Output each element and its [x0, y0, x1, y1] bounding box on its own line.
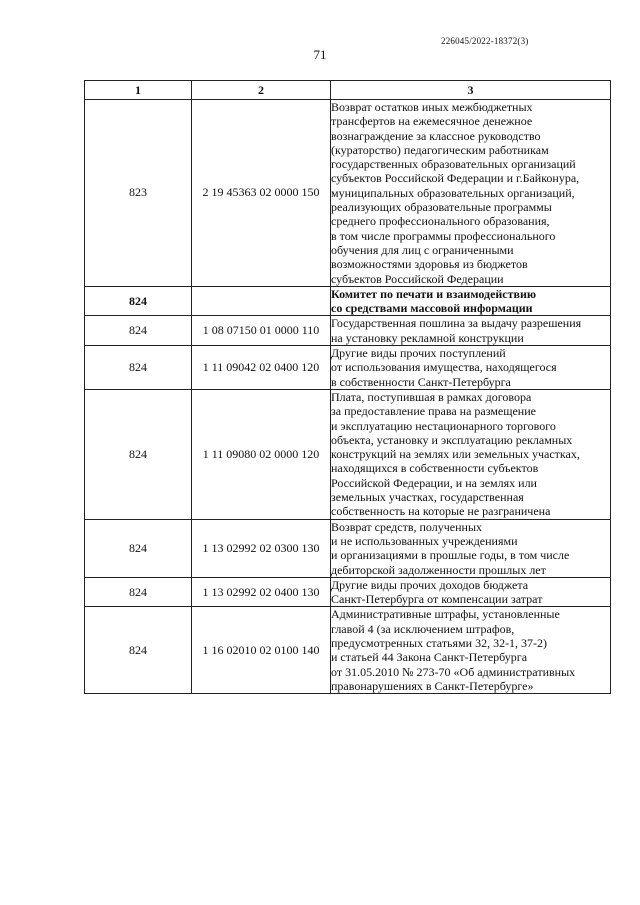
revenue-code-cell: 1 13 02992 02 0400 130	[192, 577, 331, 607]
description-line: Санкт-Петербурга от компенсации затрат	[331, 592, 543, 607]
table-header-row	[85, 81, 611, 100]
column-header-2: 2	[192, 81, 331, 100]
column-header-1: 1	[85, 81, 192, 100]
description-cell	[331, 607, 611, 694]
description-line: реализующих образовательные программы	[331, 200, 552, 215]
description-line: Комитет по печати и взаимодействию	[331, 286, 537, 301]
revenue-code-cell: 1 11 09042 02 0400 120	[192, 346, 331, 390]
document-number: 226045/2022-18372(3)	[441, 36, 529, 46]
admin-code-cell: 824	[85, 607, 192, 694]
description-line: конструкций на землях или земельных участках,	[331, 447, 580, 462]
table-row	[85, 577, 611, 607]
admin-code-cell: 824	[85, 316, 192, 346]
description-line: Другие виды прочих доходов бюджета	[331, 577, 529, 592]
description-line: среднего профессионального образования,	[331, 214, 550, 229]
description-line: дебиторской задолженности прошлых лет	[331, 562, 546, 577]
admin-code-cell: 824	[85, 389, 192, 519]
admin-code-cell: 824	[85, 286, 192, 316]
description-line: и организациями в прошлые годы, в том числе	[331, 548, 570, 563]
description-line: от 31.05.2010 № 273-70 «Об административных	[331, 664, 576, 679]
table-row	[85, 607, 611, 694]
description-line: Возврат остатков иных межбюджетных	[331, 100, 533, 114]
description-line: от использования имущества, находящегося	[331, 360, 557, 375]
description-line: субъектов Российской Федерации и г.Байконура,	[331, 171, 580, 186]
description-line: Государственная пошлина за выдачу разрешения	[331, 316, 582, 331]
table-row	[85, 346, 611, 390]
description-line: и статьей 44 Закона Санкт-Петербурга	[331, 650, 528, 665]
description-line: (кураторство) педагогическим работникам	[331, 142, 549, 157]
description-line: Административные штрафы, установленные	[331, 607, 560, 622]
description-line: Российской Федерации, и на землях или	[331, 475, 537, 490]
revenue-code-cell	[192, 286, 331, 316]
description-line: трансфертов на ежемесячное денежное	[331, 114, 533, 129]
table-row	[85, 389, 611, 519]
description-line: объекта, установку и эксплуатацию рекламных	[331, 432, 573, 447]
description-line: Плата, поступившая в рамках договора	[331, 389, 532, 404]
description-cell	[331, 286, 611, 316]
description-line: со средствами массовой информации	[331, 301, 533, 316]
revenue-code-cell: 1 11 09080 02 0000 120	[192, 389, 331, 519]
description-line: главой 4 (за исключением штрафов,	[331, 621, 515, 636]
description-line: возможностями здоровья из бюджетов	[331, 257, 528, 272]
description-line: Возврат средств, полученных	[331, 519, 483, 534]
admin-code-cell: 824	[85, 519, 192, 577]
description-line: на установку рекламной конструкции	[331, 330, 524, 345]
revenue-code-cell: 1 16 02010 02 0100 140	[192, 607, 331, 694]
table-row	[85, 519, 611, 577]
description-line: в том числе программы профессионального	[331, 228, 556, 243]
description-line: и не использованных учреждениями	[331, 533, 518, 548]
description-line: обучения для лиц с ограниченными	[331, 242, 514, 257]
description-line: муниципальных образовательных организаций,	[331, 185, 575, 200]
description-line: Другие виды прочих поступлений	[331, 346, 506, 361]
description-cell	[331, 389, 611, 519]
description-cell	[331, 100, 611, 287]
description-cell	[331, 577, 611, 607]
description-line: правонарушениях в Санкт-Петербурге»	[331, 678, 534, 693]
table-row	[85, 286, 611, 316]
admin-code-cell: 824	[85, 346, 192, 390]
description-cell	[331, 346, 611, 390]
description-line: за предоставление права на размещение	[331, 404, 536, 419]
description-cell	[331, 519, 611, 577]
table-row	[85, 316, 611, 346]
revenue-code-cell: 1 13 02992 02 0300 130	[192, 519, 331, 577]
description-line: земельных участках, государственная	[331, 490, 524, 505]
description-line: собственность на которые не разграничена	[331, 504, 551, 519]
revenue-code-cell: 2 19 45363 02 0000 150	[192, 100, 331, 287]
description-line: предусмотренных статьями 32, 32-1, 37-2)	[331, 635, 548, 650]
description-cell	[331, 316, 611, 346]
table-body	[85, 100, 611, 694]
admin-code-cell: 824	[85, 577, 192, 607]
description-line: вознаграждение за классное руководство	[331, 128, 541, 143]
revenue-classification-table	[84, 80, 611, 694]
description-line: субъектов Российской Федерации	[331, 271, 504, 286]
description-line: государственных образовательных организаций	[331, 157, 576, 172]
description-line: в собственности Санкт-Петербурга	[331, 374, 511, 389]
description-line: находящихся в собственности субъектов	[331, 461, 539, 476]
page-number: 71	[313, 47, 327, 62]
column-header-3: 3	[331, 81, 611, 100]
admin-code-cell: 823	[85, 100, 192, 287]
table-row	[85, 100, 611, 287]
description-line: и эксплуатацию нестационарного торгового	[331, 418, 556, 433]
revenue-code-cell: 1 08 07150 01 0000 110	[192, 316, 331, 346]
